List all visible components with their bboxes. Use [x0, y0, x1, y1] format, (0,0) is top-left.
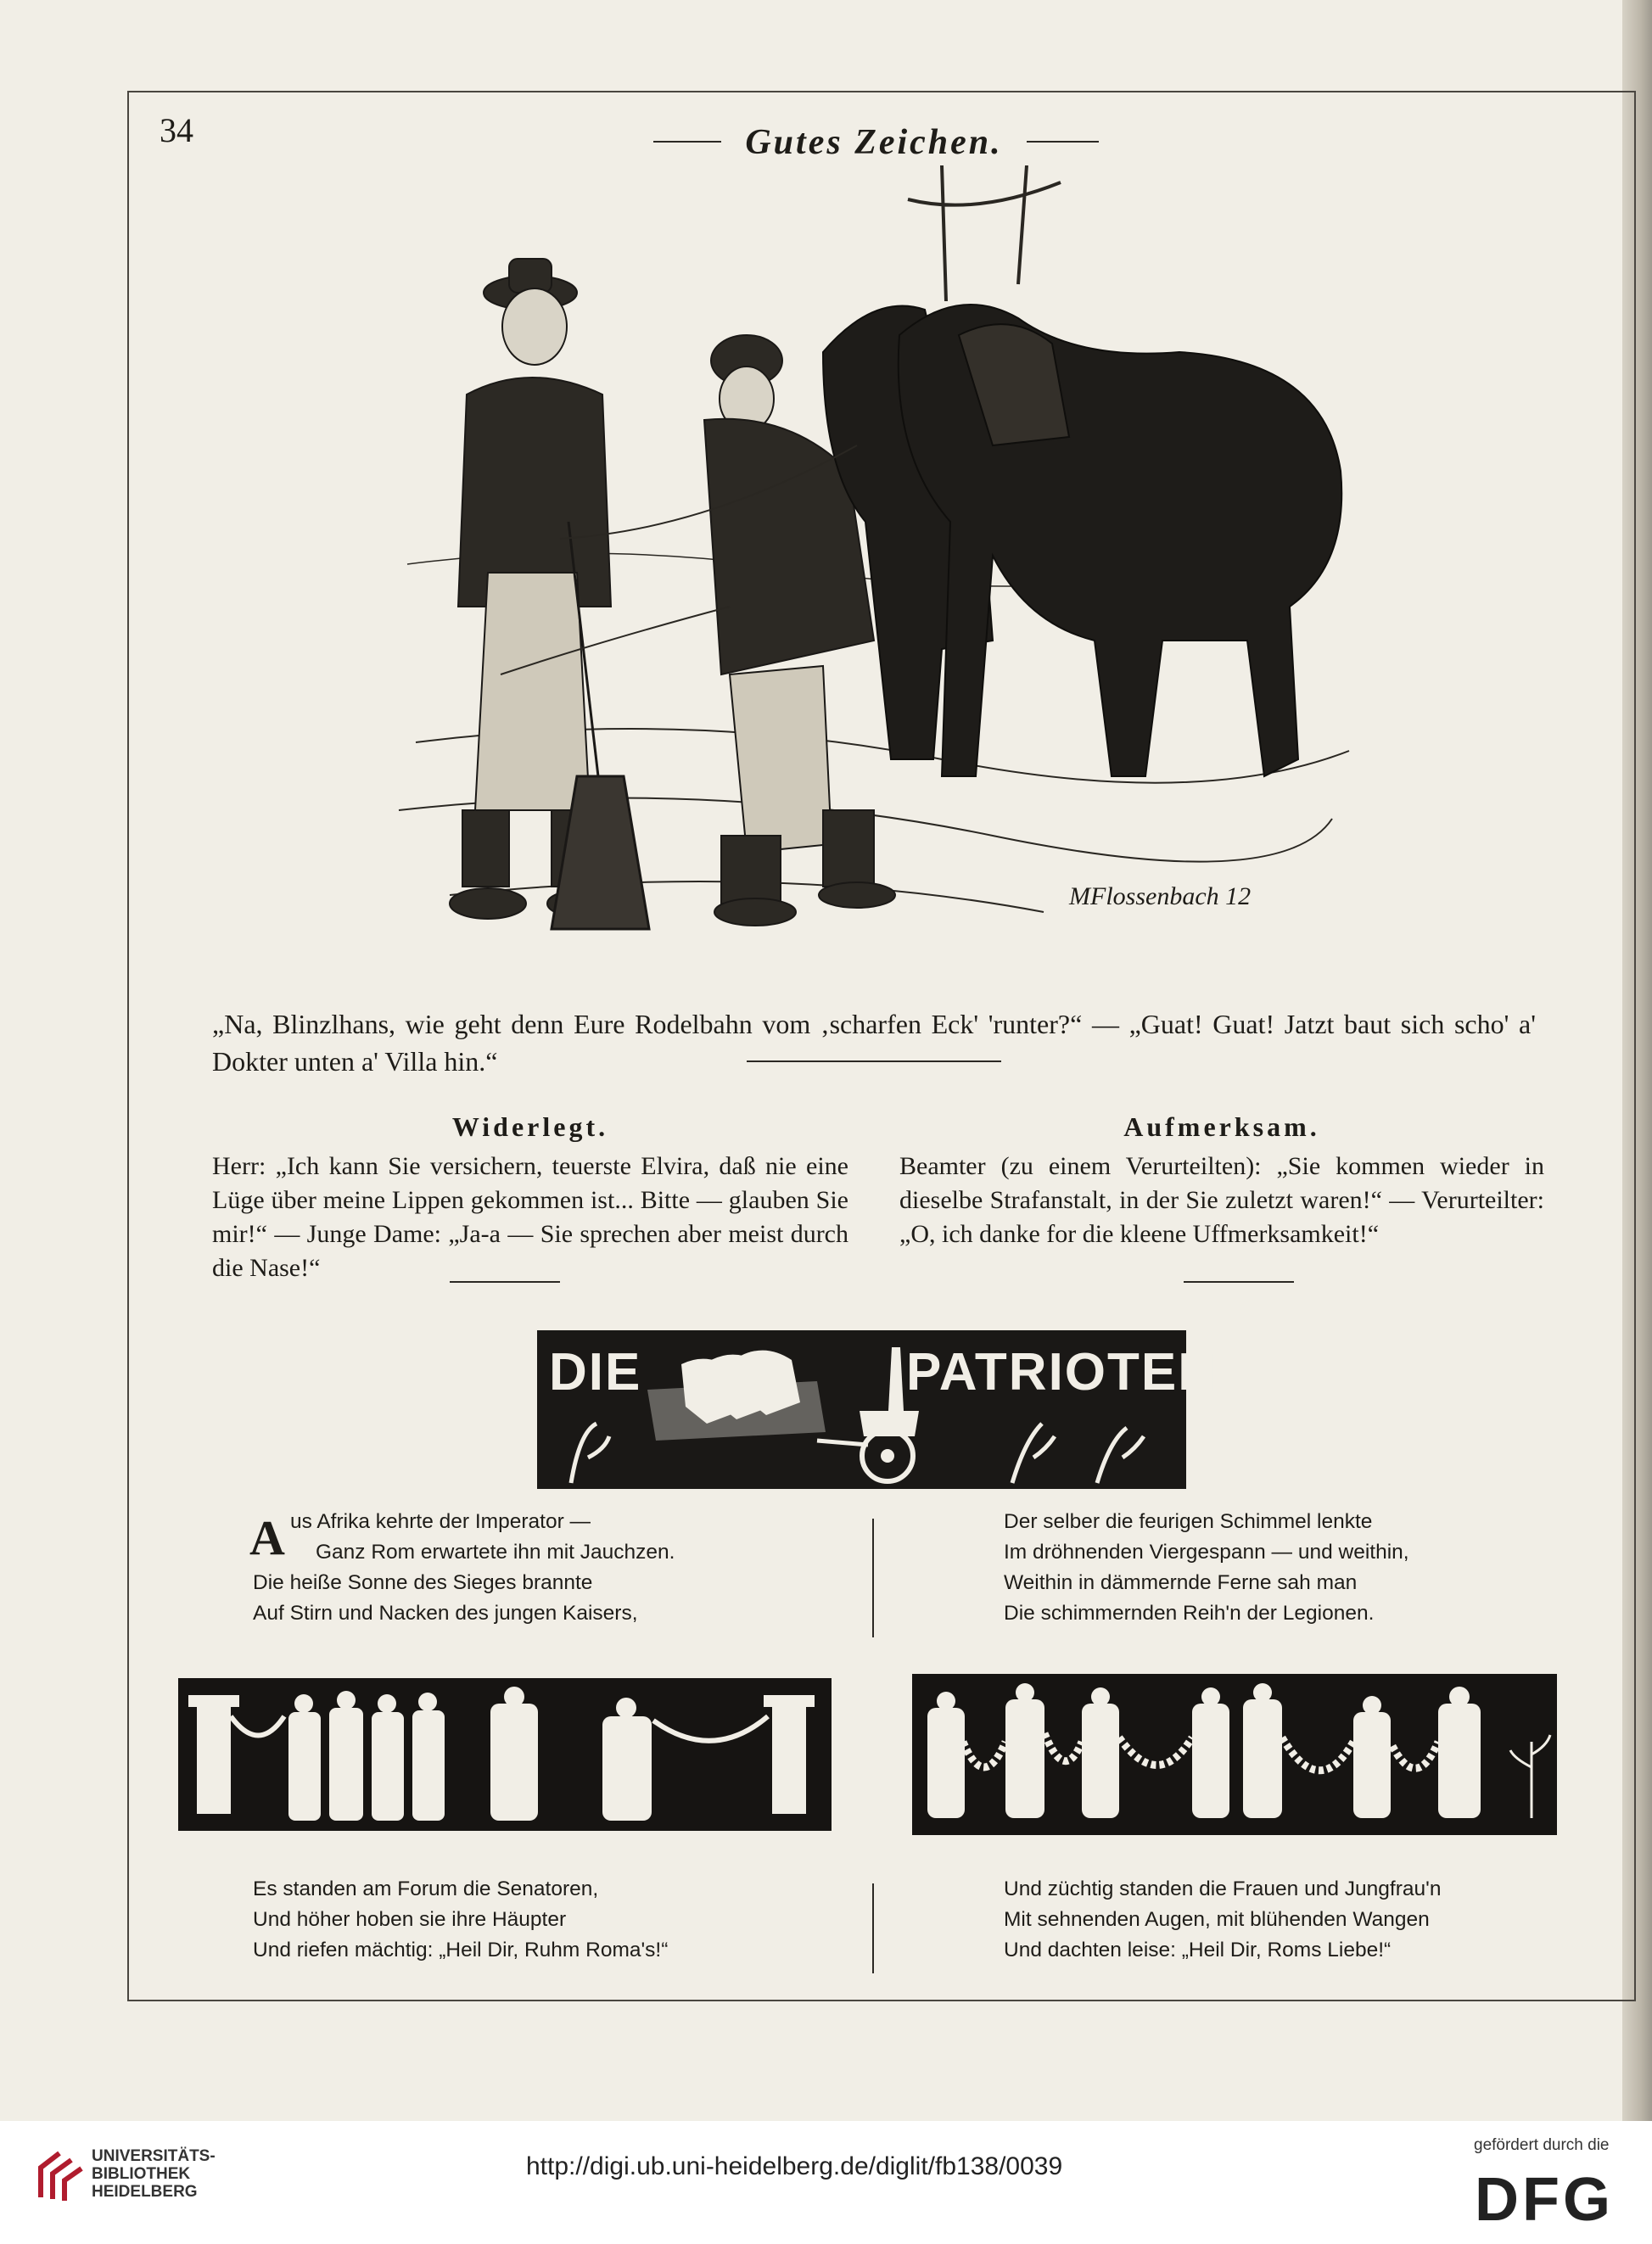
poem-line: Es standen am Forum die Senatoren,	[253, 1877, 599, 1900]
page-number: 34	[160, 111, 193, 149]
poem-stanza2-left	[253, 1874, 668, 1966]
poem-stanza1-left	[253, 1507, 675, 1629]
joke-heading-widerlegt: Widerlegt.	[451, 1111, 609, 1142]
joke-text-widerlegt: Herr: „Ich kann Sie versichern, teuerste Elvira, daß nie eine Lüge über meine Lippen gekommen ist... Bitte — glauben Sie mir!“ — Junge Dame: „Ja-a — Sie sprechen aber meist durch die Nase!“	[212, 1152, 848, 1282]
women-frieze-art	[912, 1674, 1557, 1835]
senators-frieze	[178, 1678, 832, 1831]
university-name-line: HEIDELBERG	[92, 2183, 198, 2201]
cartoon-caption: „Na, Blinzlhans, wie geht denn Eure Rodelbahn vom ‚scharfen Eck' 'runter?“ — „Guat! Guat! Jatzt baut sich scho' a' Dokter unten a' Villa hin.“	[212, 1009, 1536, 1077]
banner-chariot-art	[537, 1330, 1186, 1489]
poem-stanza1-right	[1004, 1507, 1409, 1629]
joke-heading-aufmerksam: Aufmerksam.	[1123, 1111, 1320, 1142]
source-url-link[interactable]: http://digi.ub.uni-heidelberg.de/diglit/fb138/0039	[526, 2152, 1063, 2180]
artist-signature: MFlossenbach 12	[1069, 882, 1252, 910]
poem-line: Die schimmernden Reih'n der Legionen.	[1004, 1602, 1375, 1625]
poem-line: Und züchtig standen die Frauen und Jungfrau'n	[1004, 1877, 1442, 1900]
title-ornament-right	[1027, 141, 1099, 143]
poem-column-divider-2	[872, 1883, 874, 1973]
poem-line: us Afrika kehrte der Imperator —	[290, 1510, 591, 1533]
banner-word-die: DIE	[549, 1343, 642, 1402]
poem-line: Der selber die feurigen Schimmel lenkte	[1004, 1510, 1373, 1533]
poem-line: Mit sehnenden Augen, mit blühenden Wangen	[1004, 1908, 1430, 1931]
caption-end-rule	[747, 1060, 1001, 1062]
poem-line: Die heiße Sonne des Sieges brannte	[253, 1571, 593, 1594]
poem-stanza2-right	[1004, 1874, 1441, 1966]
university-name-line: UNIVERSITÄTS-	[92, 2147, 216, 2165]
poem-line: Weithin in dämmernde Ferne sah man	[1004, 1571, 1358, 1594]
senators-frieze-art	[178, 1678, 832, 1831]
university-name	[92, 2147, 216, 2201]
poem-line: Ganz Rom erwartete ihn mit Jauchzen.	[316, 1541, 675, 1564]
university-name-line: BIBLIOTHEK	[92, 2165, 191, 2183]
banner-word-patrioten: PATRIOTEN	[906, 1343, 1218, 1402]
horses	[823, 305, 1341, 776]
university-logo-icon	[34, 2146, 85, 2206]
poem-line: Im dröhnenden Viergespann — und weithin,	[1004, 1541, 1409, 1564]
cartoon-illustration	[348, 165, 1366, 967]
patrioten-banner	[537, 1330, 1218, 1489]
poem-line: Und höher hoben sie ihre Häupter	[253, 1908, 567, 1931]
poem-line: Und dachten leise: „Heil Dir, Roms Liebe!“	[1004, 1939, 1392, 1961]
joke-text-aufmerksam: Beamter (zu einem Verurteilten): „Sie kommen wieder in dieselbe Strafanstalt, in der Sie zuletzt waren!“ — Verurteilter: „O, ich danke for die kleene Uffmerksamkeit!“	[899, 1152, 1544, 1248]
joke-end-rule-right	[1184, 1281, 1294, 1283]
poem-dropcap: A	[249, 1510, 285, 1565]
poem-line: Und riefen mächtig: „Heil Dir, Ruhm Roma's!“	[253, 1939, 669, 1961]
poem-column-divider	[872, 1519, 874, 1637]
running-title: Gutes Zeichen.	[745, 123, 1003, 162]
footer-bar	[0, 2121, 1652, 2244]
joke-end-rule-left	[450, 1281, 560, 1283]
funding-note: gefördert durch die	[1474, 2136, 1610, 2154]
dfg-logo: DFG	[1475, 2166, 1614, 2234]
poem-line: Auf Stirn und Nacken des jungen Kaisers,	[253, 1602, 638, 1625]
women-frieze	[912, 1674, 1557, 1835]
